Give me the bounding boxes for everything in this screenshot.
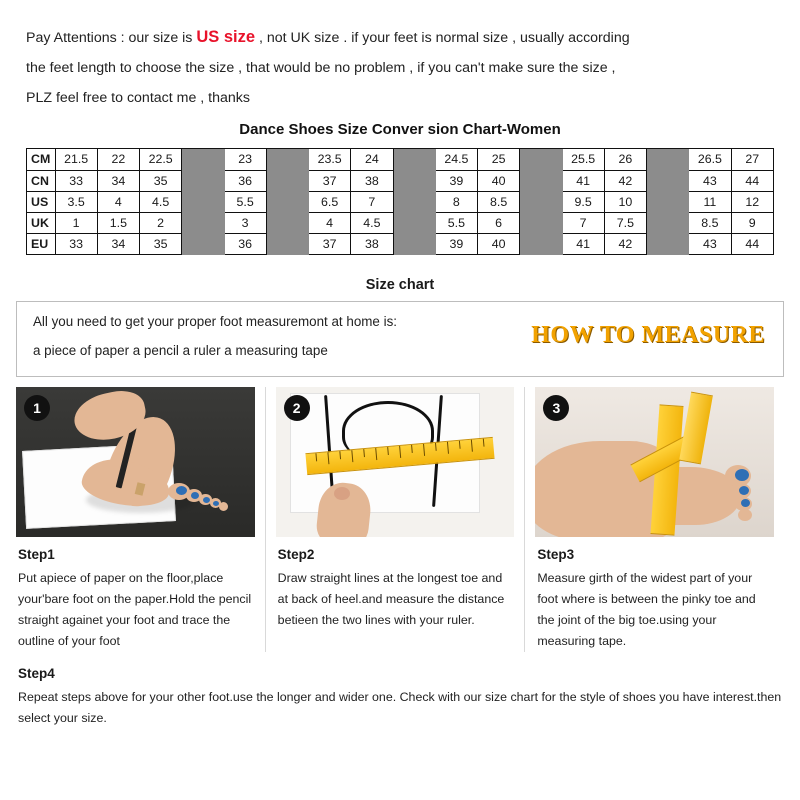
cell-gap-1	[182, 233, 224, 254]
cell-gap-2	[266, 191, 308, 212]
cell-cm-2: 22.5	[140, 149, 182, 170]
toenail	[739, 486, 749, 495]
cell-us-2: 4.5	[140, 191, 182, 212]
cell-gap-4	[520, 212, 562, 233]
cell-cn-4: 36	[224, 170, 266, 191]
table-row	[27, 191, 774, 212]
measure-intro-line-2: a piece of paper a pencil a ruler a measuring tape	[33, 342, 328, 358]
cell-cn-12: 41	[562, 170, 604, 191]
table-row	[27, 170, 774, 191]
step-1-badge: 1	[24, 395, 50, 421]
row-label-uk: UK	[27, 212, 55, 233]
cell-gap-3	[393, 233, 435, 254]
step-3-text: Measure girth of the widest part of your foot where is between the pinky toe and the joint of the big toe.using your measuring tape.	[537, 570, 756, 648]
cell-uk-12: 7	[562, 212, 604, 233]
attention-line-1-prefix: Pay Attentions : our size is	[26, 30, 197, 46]
cell-eu-1: 34	[97, 233, 139, 254]
cell-us-15: 11	[689, 191, 731, 212]
size-conversion-table-wrapper	[26, 148, 774, 255]
step-4-label: Step4	[18, 665, 55, 681]
us-size-highlight: US size	[196, 28, 256, 46]
table-row	[27, 149, 774, 170]
cell-us-9: 8	[435, 191, 477, 212]
cell-uk-9: 5.5	[435, 212, 477, 233]
toenail	[203, 497, 210, 503]
step-1-text: Put apiece of paper on the floor,place your'bare foot on the paper.Hold the pencil straight againet your foot and trace the outline of your foot	[18, 570, 252, 648]
cell-us-10: 8.5	[478, 191, 520, 212]
cell-gap-5	[647, 149, 689, 170]
cell-eu-13: 42	[604, 233, 646, 254]
step-2-photo	[276, 387, 515, 537]
cell-cm-15: 26.5	[689, 149, 731, 170]
cell-eu-4: 36	[224, 233, 266, 254]
cell-gap-3	[393, 191, 435, 212]
cell-eu-2: 35	[140, 233, 182, 254]
size-chart-heading: Size chart	[365, 276, 435, 293]
cell-cn-6: 37	[309, 170, 351, 191]
cell-gap-1	[182, 191, 224, 212]
attention-block	[0, 0, 800, 113]
cell-us-7: 7	[351, 191, 393, 212]
cell-cn-2: 35	[140, 170, 182, 191]
cell-uk-13: 7.5	[604, 212, 646, 233]
cell-cn-1: 34	[97, 170, 139, 191]
cell-us-1: 4	[97, 191, 139, 212]
cell-cn-7: 38	[351, 170, 393, 191]
step-3	[524, 387, 784, 652]
row-label-cm: CM	[27, 149, 55, 170]
attention-line-1-suffix: , not UK size . if your feet is normal size , usually according	[255, 30, 630, 46]
cell-cn-9: 39	[435, 170, 477, 191]
toenail	[735, 469, 749, 481]
attention-line-2: the feet length to choose the size , that would be no problem , if you can't make sure the size ,	[26, 60, 616, 76]
cell-us-0: 3.5	[55, 191, 97, 212]
cell-cm-13: 26	[604, 149, 646, 170]
step-3-badge: 3	[543, 395, 569, 421]
cell-gap-2	[266, 212, 308, 233]
cell-gap-1	[182, 170, 224, 191]
cell-gap-1	[182, 149, 224, 170]
cell-cm-4: 23	[224, 149, 266, 170]
toenail	[741, 499, 750, 507]
cell-eu-12: 41	[562, 233, 604, 254]
table-row	[27, 212, 774, 233]
cell-cn-0: 33	[55, 170, 97, 191]
cell-uk-1: 1.5	[97, 212, 139, 233]
cell-uk-15: 8.5	[689, 212, 731, 233]
step-1	[16, 387, 265, 652]
step-3-label: Step3	[537, 546, 575, 562]
cell-uk-10: 6	[478, 212, 520, 233]
cell-uk-2: 2	[140, 212, 182, 233]
cell-cm-16: 27	[731, 149, 774, 170]
cell-gap-2	[266, 233, 308, 254]
step-1-photo	[16, 387, 255, 537]
cell-gap-2	[266, 149, 308, 170]
cell-gap-2	[266, 170, 308, 191]
step-4-text: Repeat steps above for your other foot.use the longer and wider one. Check with our size chart for the style of shoes you have interest.then select your size.	[18, 689, 782, 725]
attention-line-1	[26, 22, 774, 53]
conversion-chart-title: Dance Shoes Size Conver sion Chart-Women	[239, 121, 561, 138]
cell-cm-10: 25	[478, 149, 520, 170]
how-to-measure-title: HOW TO MEASURE	[531, 321, 765, 348]
cell-gap-3	[393, 149, 435, 170]
cell-cm-6: 23.5	[309, 149, 351, 170]
steps-row	[16, 387, 784, 652]
cell-gap-4	[520, 191, 562, 212]
cell-us-12: 9.5	[562, 191, 604, 212]
cell-us-16: 12	[731, 191, 774, 212]
cell-uk-7: 4.5	[351, 212, 393, 233]
cell-uk-4: 3	[224, 212, 266, 233]
cell-gap-4	[520, 170, 562, 191]
cell-cn-13: 42	[604, 170, 646, 191]
cell-us-4: 5.5	[224, 191, 266, 212]
cell-eu-10: 40	[478, 233, 520, 254]
cell-gap-5	[647, 191, 689, 212]
cell-eu-6: 37	[309, 233, 351, 254]
cell-uk-16: 9	[731, 212, 774, 233]
step-4	[16, 666, 784, 729]
cell-cm-1: 22	[97, 149, 139, 170]
cell-gap-5	[647, 170, 689, 191]
size-conversion-table	[27, 149, 774, 255]
step-3-photo	[535, 387, 774, 537]
step-2-badge: 2	[284, 395, 310, 421]
step-2	[265, 387, 525, 652]
cell-cm-7: 24	[351, 149, 393, 170]
cell-gap-4	[520, 233, 562, 254]
toenail	[213, 501, 219, 506]
cell-gap-1	[182, 212, 224, 233]
step-1-label: Step1	[18, 546, 55, 562]
cell-cm-9: 24.5	[435, 149, 477, 170]
cell-gap-5	[647, 233, 689, 254]
row-label-eu: EU	[27, 233, 55, 254]
step-2-label: Step2	[277, 546, 315, 562]
cell-gap-5	[647, 212, 689, 233]
cell-us-6: 6.5	[309, 191, 351, 212]
how-to-measure-box	[16, 301, 784, 377]
toe	[738, 509, 752, 521]
toenail	[176, 486, 187, 495]
cell-eu-16: 44	[731, 233, 774, 254]
cell-cn-15: 43	[689, 170, 731, 191]
cell-cn-10: 40	[478, 170, 520, 191]
cell-gap-4	[520, 149, 562, 170]
row-label-cn: CN	[27, 170, 55, 191]
cell-eu-9: 39	[435, 233, 477, 254]
cell-eu-15: 43	[689, 233, 731, 254]
cell-us-13: 10	[604, 191, 646, 212]
cell-uk-0: 1	[55, 212, 97, 233]
fingernail	[334, 487, 350, 500]
cell-uk-6: 4	[309, 212, 351, 233]
cell-cm-12: 25.5	[562, 149, 604, 170]
measure-intro-line-1: All you need to get your proper foot measuremont at home is:	[33, 313, 397, 329]
attention-line-3: PLZ feel free to contact me , thanks	[26, 90, 250, 106]
cell-cn-16: 44	[731, 170, 774, 191]
cell-cm-0: 21.5	[55, 149, 97, 170]
step-2-text: Draw straight lines at the longest toe and at back of heel.and measure the distance betieen the two lines with your ruler.	[277, 570, 505, 627]
table-row	[27, 233, 774, 254]
toe	[219, 502, 228, 511]
cell-eu-7: 38	[351, 233, 393, 254]
cell-gap-3	[393, 212, 435, 233]
row-label-us: US	[27, 191, 55, 212]
toenail	[191, 492, 199, 499]
cell-eu-0: 33	[55, 233, 97, 254]
cell-gap-3	[393, 170, 435, 191]
